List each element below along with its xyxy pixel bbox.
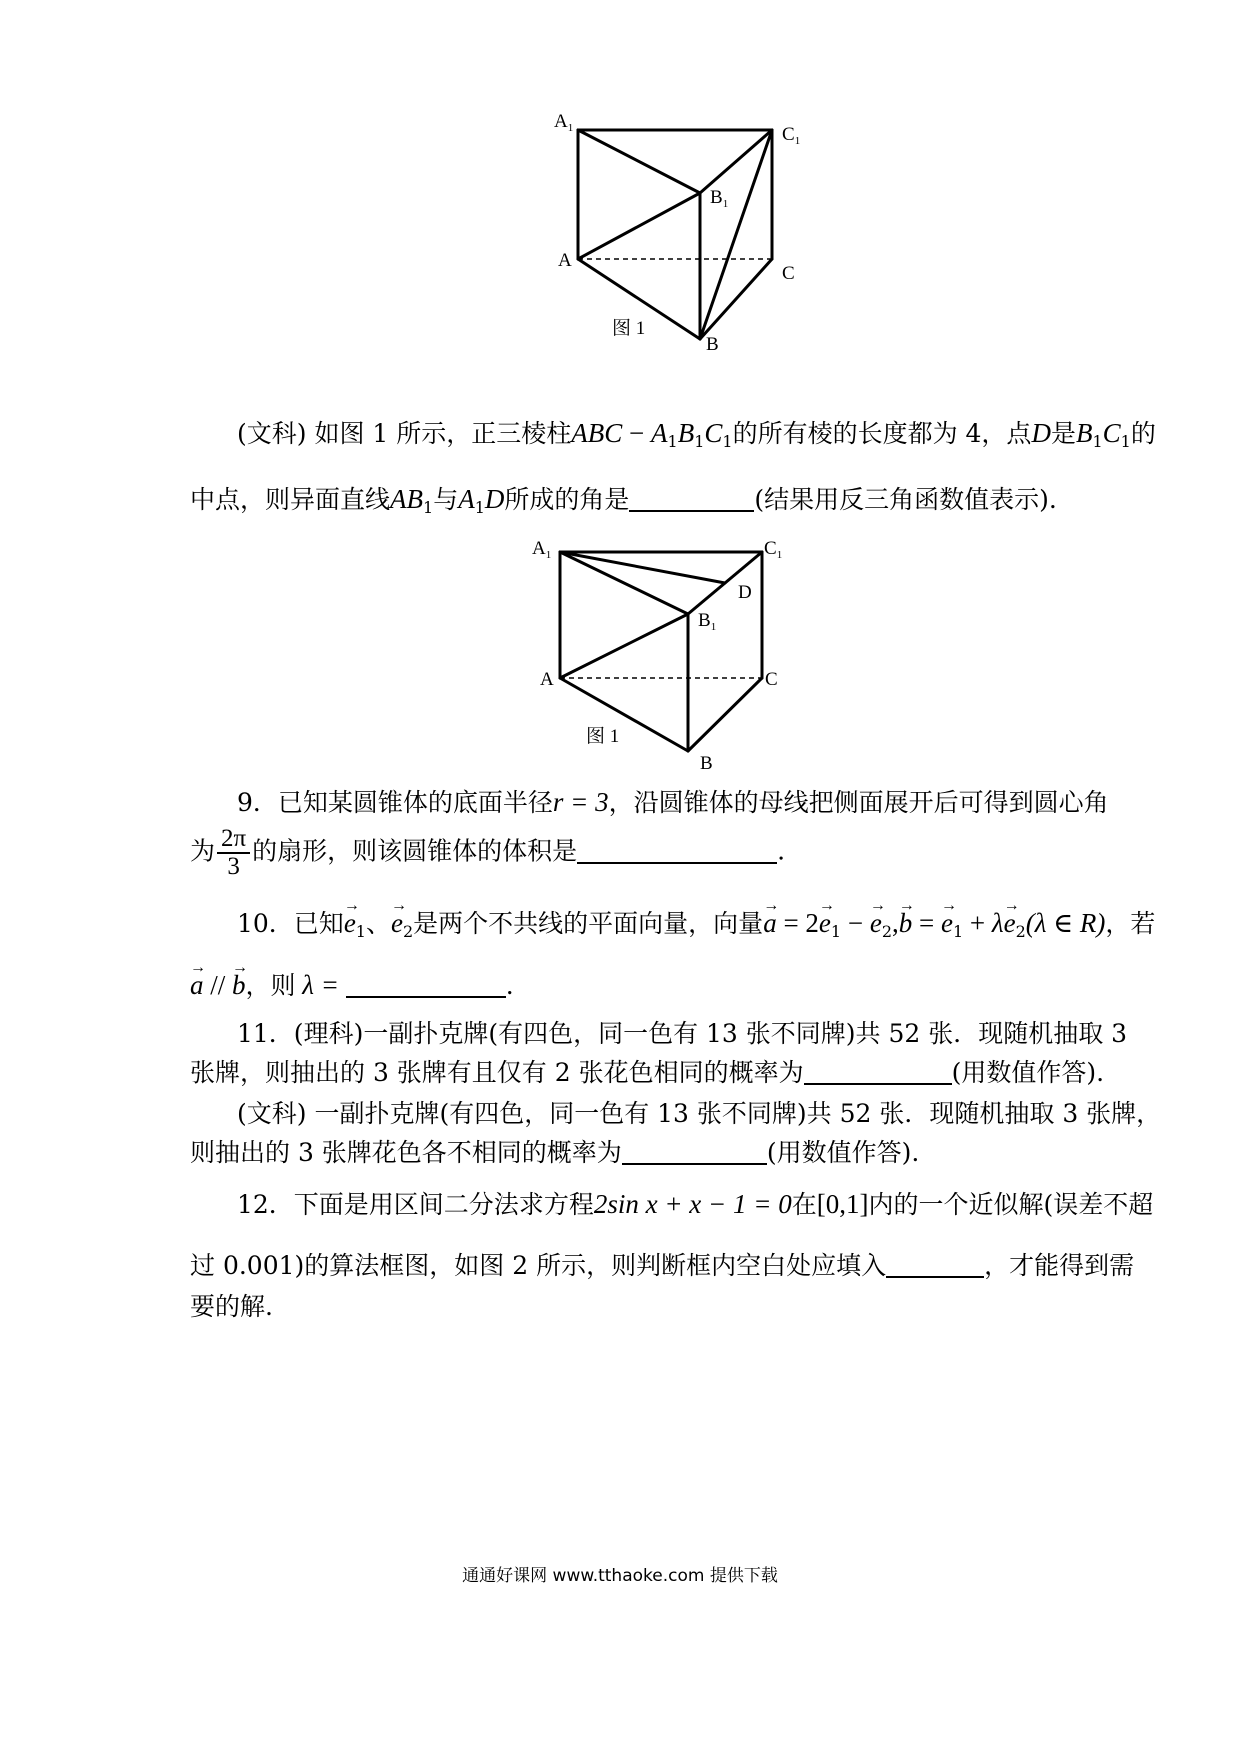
q9-line2: 为 $\frac{2\pi}{3}$ 的扇形，则该圆锥体的体积是 .	[190, 825, 786, 880]
q11-line1: 11．(理科)一副扑克牌(有四色，同一色有 13 张不同牌)共 52 张．现随机抽取 3	[237, 1019, 1128, 1048]
edge-a1b1	[560, 552, 688, 614]
label-c: C	[782, 263, 795, 284]
segment-ab1	[560, 614, 688, 678]
q9-line1: 9．已知某圆锥体的底面半径r = 3，沿圆锥体的母线把侧面展开后可得到圆心角	[237, 787, 1109, 817]
figure-prism-mid	[530, 532, 830, 772]
segment-ab1	[578, 193, 700, 259]
label-b: B	[700, 753, 713, 772]
answer-blank-q12	[886, 1250, 984, 1278]
segment-a1d	[560, 552, 725, 583]
answer-blank-q11-like	[804, 1057, 952, 1085]
figure-caption: 图 1	[612, 318, 646, 339]
wenke-q8-line2: 中点，则异面直线$AB_1$与$A_1D$所成的角是 (结果用反三角函数值表示).	[190, 484, 1057, 517]
label-b1: $B_1$	[698, 610, 717, 633]
q10-line2: → a // → b，则 λ = .	[190, 968, 514, 1003]
edge-a1b1	[578, 130, 700, 193]
edge-bc	[688, 678, 762, 751]
label-c1: $C_1$	[782, 124, 801, 147]
answer-blank-q11-wenke	[622, 1137, 767, 1165]
q11-line4: 则抽出的 3 张牌花色各不相同的概率为 (用数值作答).	[190, 1138, 920, 1167]
label-d: D	[738, 582, 752, 603]
label-c1: $C_1$	[764, 538, 783, 561]
answer-blank-q9	[577, 836, 777, 864]
label-b: B	[706, 334, 719, 355]
label-a: A	[558, 250, 572, 271]
answer-blank-q8	[629, 484, 754, 512]
figure-prism-top	[540, 108, 840, 358]
q12-line2: 过 0.001)的算法框图，如图 2 所示，则判断框内空白处应填入 ，才能得到需	[190, 1251, 1135, 1280]
q10-line1: 10．已知→ $e_1$、→ $e_2$是两个不共线的平面向量，向量→ $a = 2\to e_1$ − → $e_2,\to b$ = → $e_1 + \lambda\to e_2(\lambda$ ∈ R)，若	[237, 906, 1155, 941]
figure-caption: 图 1	[586, 726, 620, 747]
label-a: A	[540, 669, 554, 690]
wenke-q8-line1: (文科) 如图 1 所示，正三棱柱ABC − $A_1B_1C_1$的所有棱的长度都为 4，点D是$B_1C_1$的	[237, 418, 1156, 451]
answer-blank-q10	[346, 970, 506, 998]
label-a1: $A_1$	[532, 538, 552, 561]
fraction-2pi-over-3: $\frac{2\pi}{3}$	[217, 826, 250, 880]
edge-ab	[560, 678, 688, 751]
label-c: C	[765, 669, 778, 690]
label-a1: $A_1$	[554, 111, 574, 134]
label-b1: $B_1$	[710, 187, 729, 210]
q11-line3: (文科) 一副扑克牌(有四色，同一色有 13 张不同牌)共 52 张．现随机抽取 3 张牌，	[237, 1099, 1162, 1128]
q11-line2: 张牌，则抽出的 3 张牌有且仅有 2 张花色相同的概率为 (用数值作答).	[190, 1058, 1105, 1087]
page-footer: 通通好课网 www.tthaoke.com 提供下载	[462, 1566, 778, 1586]
edge-bc	[700, 259, 772, 339]
q12-line3: 要的解.	[190, 1292, 273, 1321]
q12-line1: 12．下面是用区间二分法求方程2sin x + x − 1 = 0在[0,1]内的一个近似解(误差不超	[237, 1189, 1154, 1219]
